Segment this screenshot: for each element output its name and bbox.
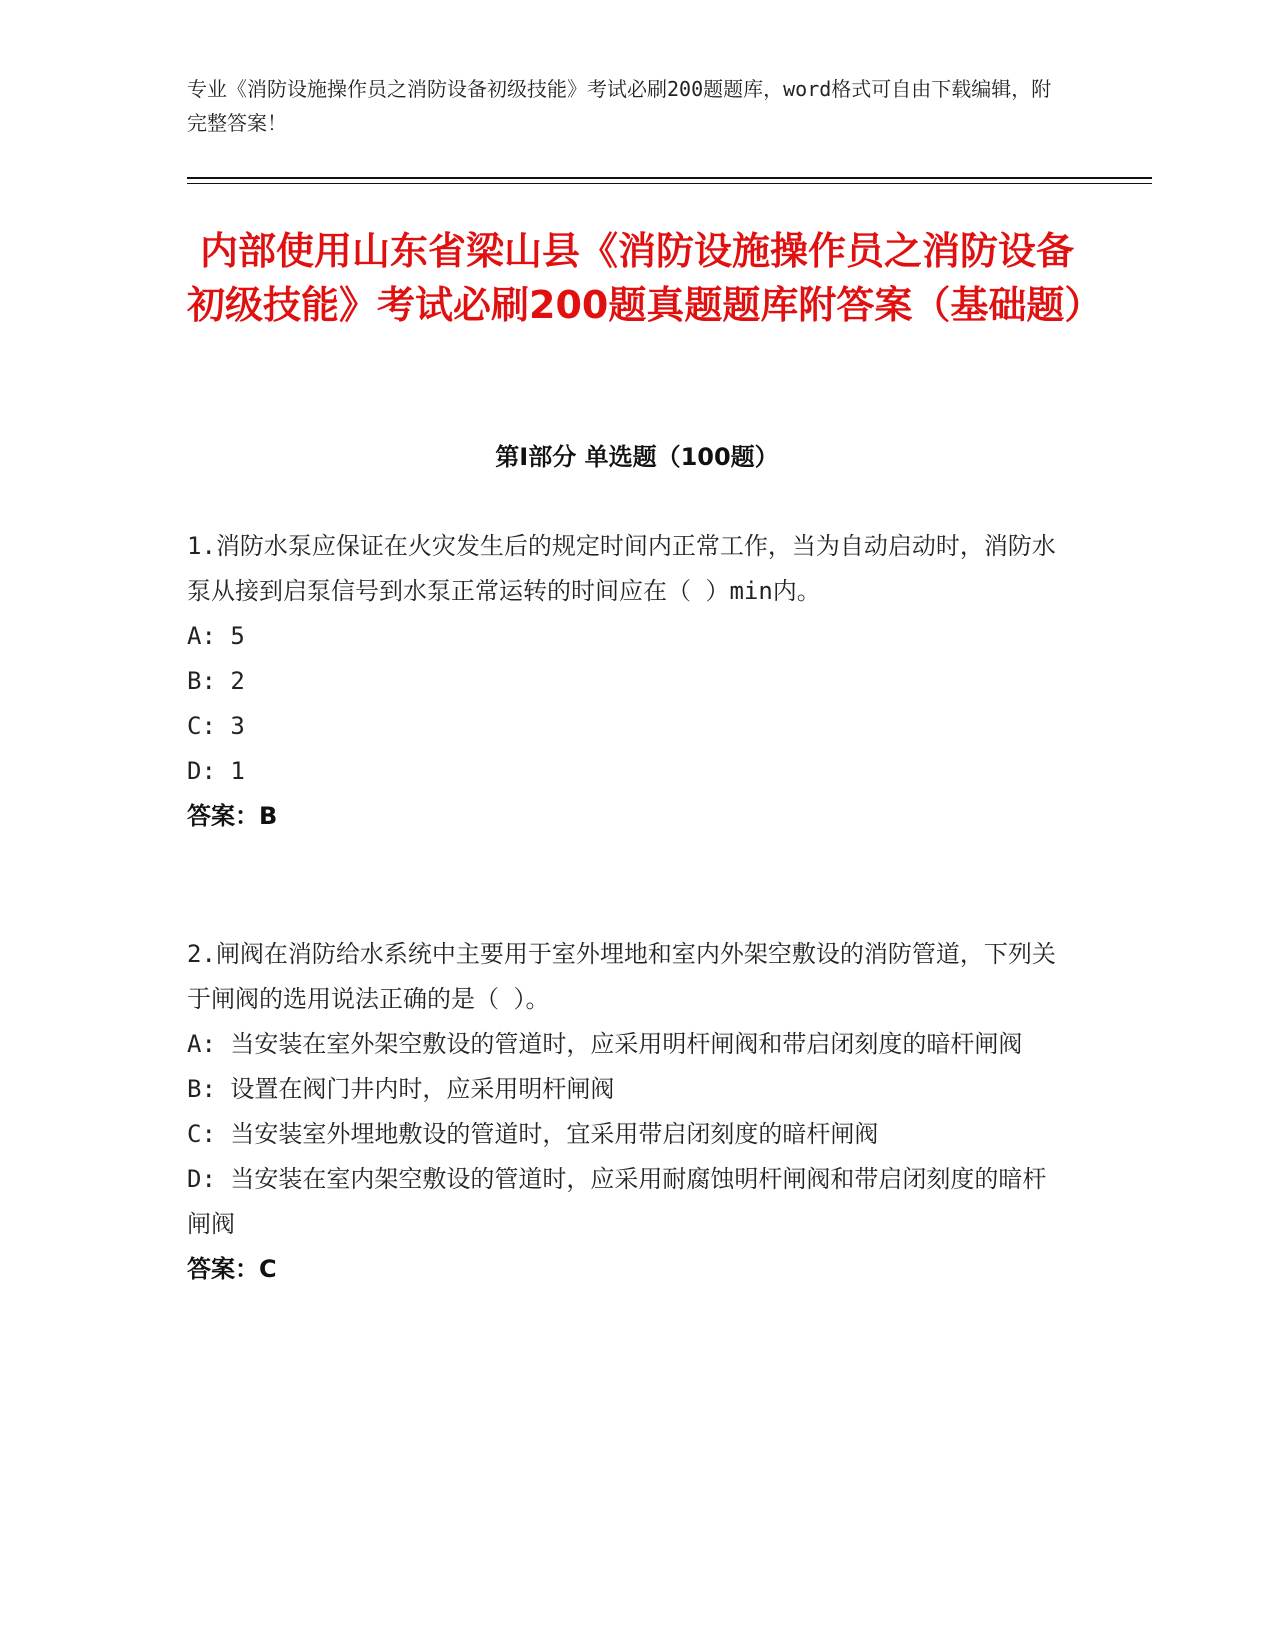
header-divider-thick [187,177,1152,179]
question-stem: 2.闸阀在消防给水系统中主要用于室外埋地和室内外架空敷设的消防管道，下列关于闸阀的选用说法正确的是（ ）。 [187,940,1056,1013]
option-b: B: 2 [187,667,245,695]
answer-line: 答案：C [187,1255,277,1283]
option-c: C: 3 [187,712,245,740]
question-item [187,524,1067,839]
question-stem: 1.消防水泵应保证在火灾发生后的规定时间内正常工作，当为自动启动时，消防水泵从接到启泵信号到水泵正常运转的时间应在（ ）min内。 [187,532,1056,605]
header-divider-thin [187,183,1152,184]
option-d: D: 当安装在室内架空敷设的管道时，应采用耐腐蚀明杆闸阀和带启闭刻度的暗杆闸阀 [187,1165,1047,1238]
header-note: 专业《消防设施操作员之消防设备初级技能》考试必刷200题题库，word格式可自由下载编辑，附完整答案！ [187,77,1052,135]
option-c: C: 当安装室外埋地敷设的管道时，宜采用带启闭刻度的暗杆闸阀 [187,1120,879,1148]
option-a: A: 5 [187,622,245,650]
option-a: A: 当安装在室外架空敷设的管道时，应采用明杆闸阀和带启闭刻度的暗杆闸阀 [187,1030,1023,1058]
answer-line: 答案：B [187,802,278,830]
option-b: B: 设置在阀门井内时，应采用明杆闸阀 [187,1075,615,1103]
question-item [187,932,1067,1292]
option-d: D: 1 [187,757,245,785]
section-heading: 第I部分 单选题（100题） [495,443,779,471]
document-title: 内部使用山东省梁山县《消防设施操作员之消防设备初级技能》考试必刷200题真题题库附答案（基础题） [187,229,1103,327]
